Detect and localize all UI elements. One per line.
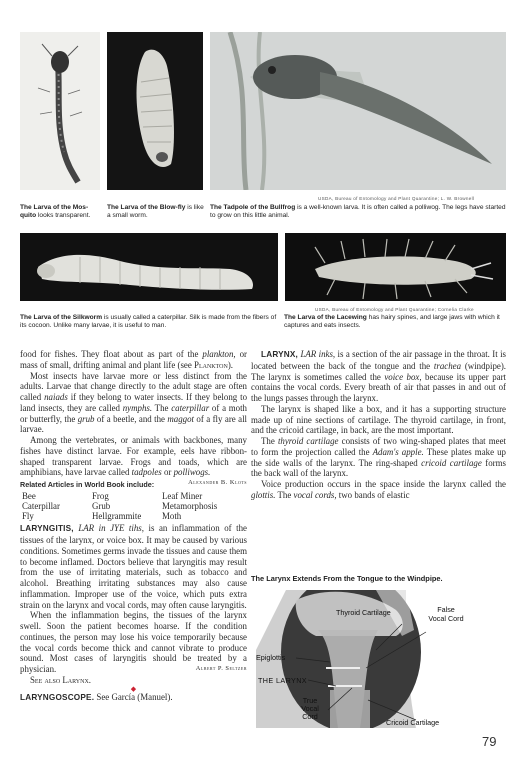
larynx-pronunciation: LAR inks, — [300, 349, 336, 359]
tadpole-caption — [210, 204, 506, 220]
garcia-link[interactable]: See García (Manuel). — [94, 691, 173, 702]
larynx-paragraph-2: The larynx is shaped like a box, and it has a supporting structure made up of nine sections of cartilage. The thyroid cartilage, in front, and the cricoid cartilage, in back, are the most important. — [251, 403, 506, 436]
related-link[interactable]: Bee — [22, 490, 36, 501]
mosquito-caption-text: looks transparent. — [37, 212, 91, 220]
mosquito-larva-photo — [20, 32, 100, 190]
lacewing-caption-title: The Larva of the Lacewing — [284, 314, 367, 321]
see-also-larynx[interactable]: See also Larynx. — [30, 674, 92, 685]
related-link[interactable]: Metamorphosis — [162, 500, 218, 511]
larva-paragraph-1: food for fishes. They float about as part of the plankton, or mass of small, drifting animal and plant life (see Plankton). — [20, 349, 247, 370]
silkworm-caption-text: is usually called a caterpillar. Silk is made from the fibers of its cocoon. Unlike many larvae, it is useful to man. — [20, 314, 277, 330]
blowfly-larva-photo — [107, 32, 203, 190]
label-cricoid-cartilage: Cricoid Cartilage — [386, 718, 440, 727]
related-link[interactable]: Fly — [22, 511, 34, 522]
larva-paragraph-3: Among the vertebrates, or animals with backbones, many fishes have distinct larvae. For example, eels have ribbon-shaped transparent larvae. Frogs and toads, which are amphibians, have larvae called tadpoles or polliwogs. Alexander B. Klots — [20, 435, 247, 478]
mosquito-caption — [20, 204, 104, 220]
blowfly-larva-illustration — [107, 32, 203, 190]
related-link[interactable]: Leaf Miner — [162, 490, 203, 501]
mosquito-larva-illustration — [20, 32, 100, 190]
lacewing-caption — [284, 314, 506, 330]
larva-paragraph-2: Most insects have larvae more or less distinct from the adults. Larvae that change directly to the adult stage are often called naiads if they belong to water insects. If they belong to land insects, they are called nymphs. The caterpillar of a moth or butterfly, the grub of a beetle, and the maggot of a fly are all larvae. — [20, 370, 248, 435]
lacewing-larva-illustration — [285, 233, 506, 301]
photo-credit-top: USDA, Bureau of Entomology and Plant Quarantine; L. W. Brownell — [318, 196, 475, 201]
label-epiglottis: Epiglottis — [256, 653, 286, 662]
larynx-figure-title: The Larynx Extends From the Tongue to the Windpipe. — [251, 574, 443, 583]
bullet-diamond: ◆ — [130, 684, 137, 693]
laryngitis-paragraph-2: When the inflammation begins, the tissues of the larynx swell. Soon the patient becomes hoarse. If the condition continues, the person may lose his voice temporarily because the vocal cords become thick and cannot vibrate to produce sound. Most cases of laryngitis should be treated by a physician. Albert P. Seltzer — [20, 610, 247, 675]
label-the-larynx: THE LARYNX — [258, 676, 308, 685]
laryngitis-heading: LARYNGITIS, — [20, 524, 74, 534]
left-column — [20, 349, 247, 703]
lacewing-larva-photo — [285, 233, 506, 301]
larynx-paragraph-4: Voice production occurs in the space inside the larynx called the glottis. The vocal cords, two bands of elastic — [251, 479, 506, 500]
related-link[interactable]: Caterpillar — [22, 500, 60, 511]
related-link[interactable]: Hellgrammite — [92, 511, 142, 522]
author-signature-klots: Alexander B. Klots — [188, 479, 247, 486]
lacewing-caption-text: has hairy spines, and large jaws with which it captures and eats insects. — [284, 314, 500, 330]
silkworm-illustration — [20, 233, 278, 301]
related-articles-list — [20, 491, 247, 522]
right-column — [251, 349, 506, 501]
mosquito-caption-title: The Larva of the Mos-quito — [20, 204, 89, 220]
photo-credit-mid: USDA, Bureau of Entomology and Plant Quarantine; Cornelia Clarke — [315, 307, 474, 312]
tadpole-caption-text: is a well-known larva. It is often called a polliwog. The legs have started to grow on this little animal. — [210, 204, 506, 220]
page-number: 79 — [482, 734, 497, 749]
label-thyroid-cartilage: Thyroid Cartilage — [336, 608, 391, 617]
related-articles-title: Related Articles in World Book include: — [20, 480, 155, 489]
silkworm-caption — [20, 314, 282, 330]
related-link[interactable]: Frog — [92, 490, 109, 501]
related-link[interactable]: Grub — [92, 500, 111, 511]
silkworm-photo — [20, 233, 278, 301]
label-true-vocal-cord: True Vocal Cord — [301, 696, 319, 722]
author-signature-seltzer: Albert P. Seltzer — [195, 665, 247, 673]
label-false-vocal-cord: False Vocal Cord — [428, 605, 464, 623]
larynx-heading: LARYNX, — [261, 350, 299, 359]
larynx-paragraph-3: The thyroid cartilage consists of two wing-shaped plates that meet to form the projection called the Adam's apple. These plates make up the side walls of the larynx. The ring-shaped cricoid cartilage forms the back wall of the larynx. — [251, 436, 506, 479]
tadpole-illustration — [210, 32, 506, 190]
laryngoscope-entry — [20, 692, 247, 704]
plankton-link[interactable]: Plankton — [194, 359, 228, 370]
larynx-diagram — [256, 590, 506, 728]
laryngitis-pronunciation: LAR in JYE tihs, — [78, 523, 144, 534]
blowfly-caption — [107, 204, 205, 220]
laryngitis-paragraph-1: LARYNGITIS, LAR in JYE tihs, is an inflammation of the tissues of the larynx, or voice box. It may be caused by various conditions. Sometimes germs invade the tissues and cause them to become inflamed. Doctors believe that laryngitis may result from the use of irritating materials, such as tobacco and alcohol. Breathing irritating substances may also cause inflammation. Improper use of the voice, which puts extra strain on the larynx and vocal cords, may often cause laryngitis. — [20, 523, 247, 610]
tadpole-photo — [210, 32, 506, 190]
blowfly-caption-text: is like a small worm. — [107, 204, 204, 220]
blowfly-caption-title: The Larva of the Blow-fly — [107, 204, 186, 211]
tadpole-caption-title: The Tadpole of the Bullfrog — [210, 204, 296, 211]
silkworm-caption-title: The Larva of the Silkworm — [20, 314, 103, 321]
laryngoscope-heading: LARYNGOSCOPE. — [20, 692, 95, 702]
larynx-paragraph-1: LARYNX, LAR inks, is a section of the air passage in the throat. It is located between the back of the tongue and the trachea (windpipe). The larynx is sometimes called the voice box, because its upper part contains the vocal cords. Every breath of air that passes in and out of the lungs passes through the larynx. — [251, 349, 506, 403]
related-link[interactable]: Moth — [162, 511, 182, 522]
